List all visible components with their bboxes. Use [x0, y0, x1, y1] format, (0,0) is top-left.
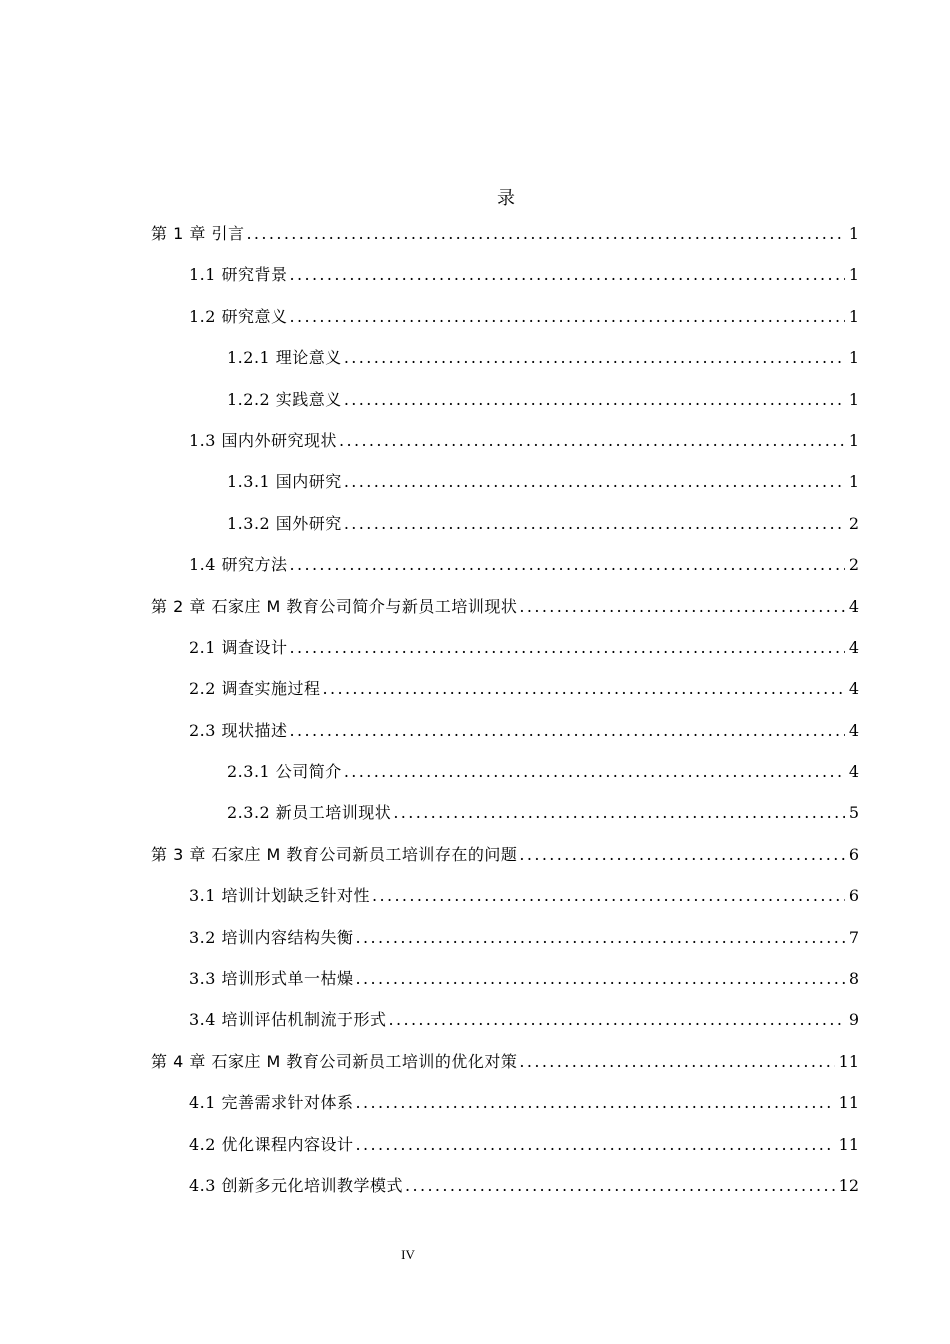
toc-entry-label: 2.1 调查设计: [189, 637, 288, 657]
toc-entry-page-number: 5: [848, 803, 859, 823]
toc-dot-leader: [393, 802, 845, 824]
toc-entry-label: 1.2.2 实践意义: [227, 389, 342, 409]
toc-entry[interactable]: [151, 554, 859, 595]
toc-entry-label: 1.3.2 国外研究: [227, 513, 342, 533]
toc-entry-page-number: 1: [848, 224, 859, 243]
toc-entry-page-number: 6: [848, 886, 859, 906]
toc-dot-leader: [344, 347, 845, 369]
toc-entry-label: 2.3 现状描述: [189, 720, 288, 740]
toc-entry[interactable]: [151, 720, 859, 761]
toc-entry-label: 2.3.2 新员工培训现状: [227, 803, 392, 823]
toc-entry-page-number: 4: [848, 762, 859, 782]
toc-entry[interactable]: [151, 513, 859, 554]
toc-dot-leader: [356, 1092, 835, 1114]
toc-entry-page-number: 8: [848, 969, 859, 989]
toc-entry[interactable]: [151, 264, 859, 305]
toc-entry-label: 1.1 研究背景: [189, 265, 288, 285]
toc-dot-leader: [405, 1175, 835, 1197]
toc-entry-label: 4.3 创新多元化培训教学模式: [189, 1175, 404, 1195]
toc-entry-page-number: 7: [848, 927, 859, 947]
toc-entry-label: 1.3.1 国内研究: [227, 472, 342, 492]
toc-entry-page-number: 1: [848, 306, 859, 326]
toc-dot-leader: [356, 968, 845, 990]
toc-entry[interactable]: [151, 471, 859, 512]
toc-dot-leader: [323, 678, 845, 700]
toc-entry-page-number: 11: [838, 1051, 859, 1071]
toc-entry-page-number: 1: [848, 265, 859, 285]
toc-entry[interactable]: [151, 927, 859, 968]
toc-dot-leader: [246, 223, 844, 245]
toc-entry-label: 4.1 完善需求针对体系: [189, 1093, 354, 1113]
toc-entry[interactable]: [151, 678, 859, 719]
toc-entry-page-number: 4: [848, 720, 859, 740]
toc-entry-label: 1.2.1 理论意义: [227, 348, 342, 368]
toc-dot-leader: [344, 389, 845, 411]
toc-dot-leader: [389, 1009, 845, 1031]
toc-entry-label: 3.3 培训形式单一枯燥: [189, 969, 354, 989]
toc-dot-leader: [344, 513, 845, 535]
toc-entry-page-number: 1: [848, 472, 859, 492]
toc-entry-label: 第 4 章 石家庄 M 教育公司新员工培训的优化对策: [151, 1051, 518, 1071]
toc-entry[interactable]: [151, 1009, 859, 1050]
toc-dot-leader: [339, 430, 845, 452]
toc-entry[interactable]: [151, 223, 859, 264]
toc-entry-page-number: 1: [848, 430, 859, 450]
toc-entry-label: 3.1 培训计划缺乏针对性: [189, 886, 371, 906]
toc-dot-leader: [290, 306, 845, 328]
toc-entry[interactable]: [151, 637, 859, 678]
toc-entry-label: 第 1 章 引言: [151, 224, 245, 243]
toc-entry-page-number: 4: [848, 596, 859, 616]
toc-entry-page-number: 9: [848, 1010, 859, 1030]
toc-dot-leader: [344, 761, 845, 783]
toc-dot-leader: [356, 927, 845, 949]
toc-entry-label: 1.4 研究方法: [189, 555, 288, 575]
toc-dot-leader: [344, 471, 845, 493]
toc-entry-label: 2.3.1 公司简介: [227, 762, 342, 782]
toc-entry[interactable]: [151, 1092, 859, 1133]
toc-entry[interactable]: [151, 1051, 859, 1092]
toc-dot-leader: [519, 844, 844, 866]
toc-entry-label: 3.2 培训内容结构失衡: [189, 927, 354, 947]
toc-dot-leader: [356, 1134, 835, 1156]
toc-entry-label: 第 2 章 石家庄 M 教育公司简介与新员工培训现状: [151, 596, 518, 616]
toc-dot-leader: [290, 637, 845, 659]
toc-entry-page-number: 2: [848, 513, 859, 533]
toc-title: 录: [497, 188, 515, 209]
toc-entry-page-number: 1: [848, 389, 859, 409]
toc-dot-leader: [290, 264, 845, 286]
toc-entry-label: 1.3 国内外研究现状: [189, 430, 338, 450]
toc-entry-page-number: 4: [848, 679, 859, 699]
toc-entry[interactable]: [151, 1134, 859, 1175]
toc-entry[interactable]: [151, 596, 859, 637]
toc-entry-page-number: 11: [838, 1134, 859, 1154]
toc-entry-label: 3.4 培训评估机制流于形式: [189, 1010, 387, 1030]
page-number-footer: IV: [401, 1247, 415, 1262]
toc-entry[interactable]: [151, 968, 859, 1009]
toc-entry-page-number: 12: [838, 1175, 859, 1195]
toc-entry-label: 1.2 研究意义: [189, 306, 288, 326]
toc-entry-page-number: 4: [848, 637, 859, 657]
toc-entry[interactable]: [151, 885, 859, 926]
toc-entry-label: 第 3 章 石家庄 M 教育公司新员工培训存在的问题: [151, 844, 518, 864]
toc-entry[interactable]: [151, 306, 859, 347]
toc-dot-leader: [290, 554, 845, 576]
toc-dot-leader: [372, 885, 845, 907]
toc-entry-page-number: 1: [848, 348, 859, 368]
toc-entry[interactable]: [151, 389, 859, 430]
toc-entry-label: 2.2 调查实施过程: [189, 679, 321, 699]
toc-entry[interactable]: [151, 430, 859, 471]
toc-entry[interactable]: [151, 802, 859, 843]
toc-entry[interactable]: [151, 1175, 859, 1216]
toc-dot-leader: [519, 596, 844, 618]
toc-entry[interactable]: [151, 761, 859, 802]
toc-entry-page-number: 6: [848, 844, 859, 864]
toc-entry-page-number: 11: [838, 1093, 859, 1113]
toc-dot-leader: [290, 720, 845, 742]
toc-entry[interactable]: [151, 347, 859, 388]
table-of-contents: [151, 223, 859, 1216]
toc-entry-label: 4.2 优化课程内容设计: [189, 1134, 354, 1154]
toc-dot-leader: [519, 1051, 834, 1073]
toc-entry-page-number: 2: [848, 555, 859, 575]
toc-entry[interactable]: [151, 844, 859, 885]
